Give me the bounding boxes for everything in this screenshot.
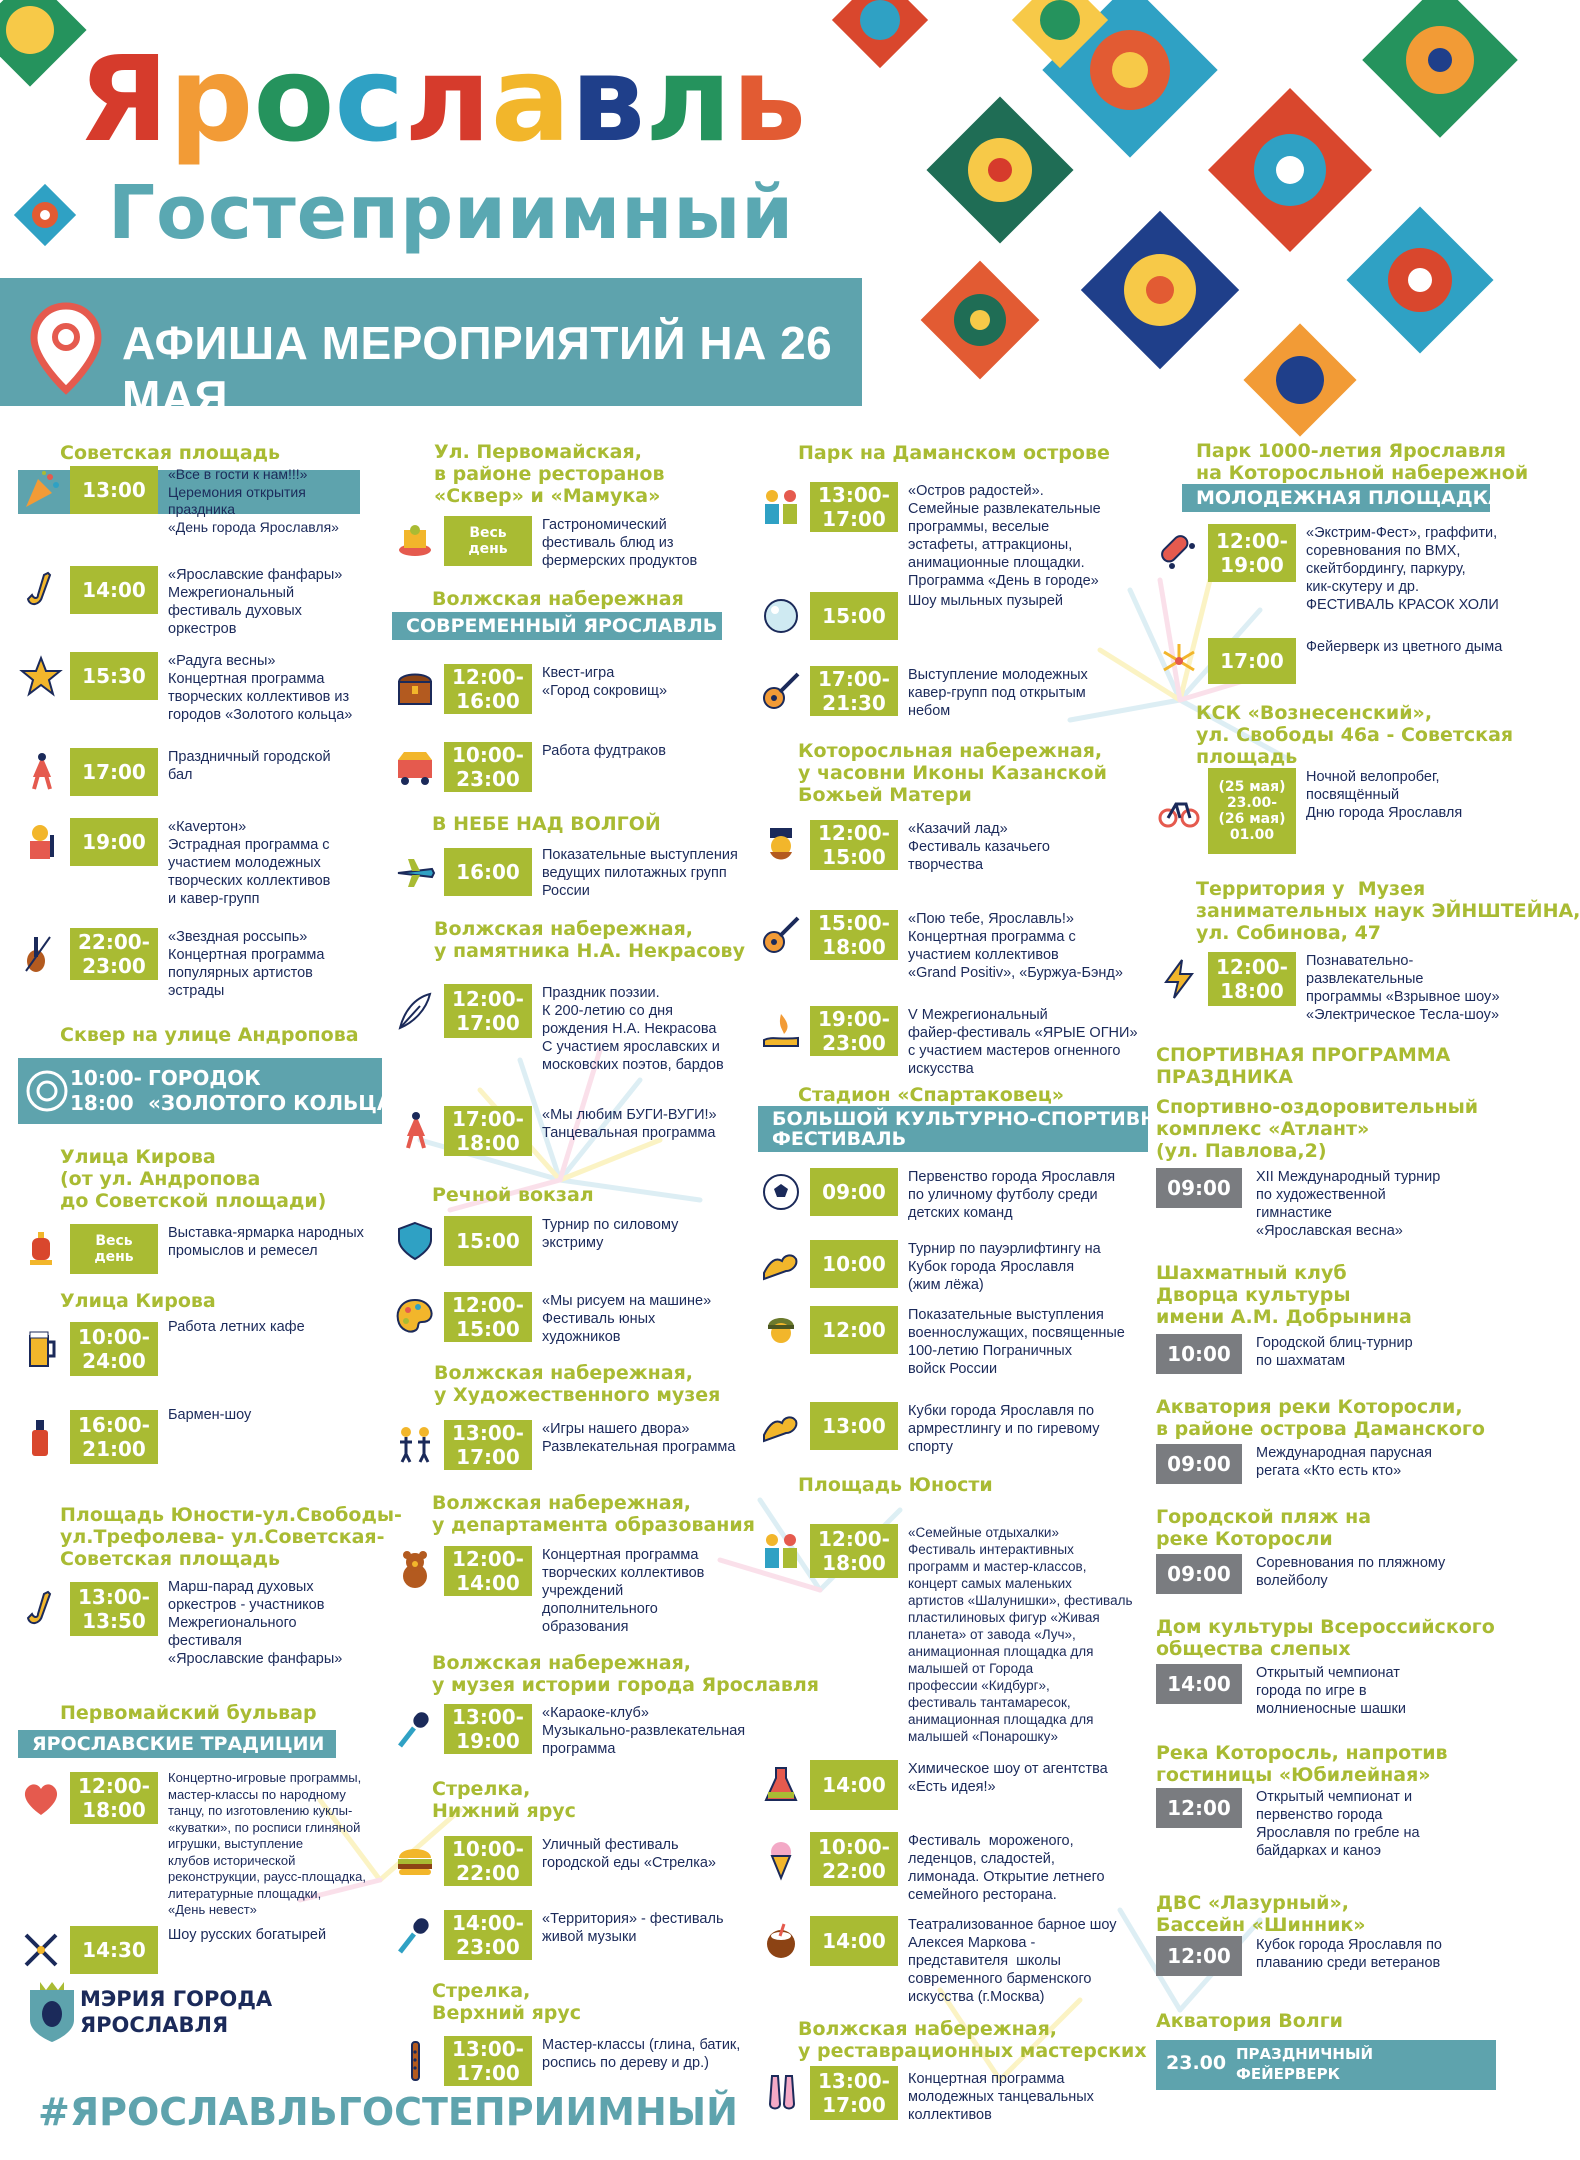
event-description: «Ярославские фанфары» Межрегиональный фестиваль духовых оркестров <box>168 567 343 637</box>
event-time: 10:00- 22:00 <box>810 1832 898 1886</box>
event-description: Мастер-классы (глина, батик, роспись по дереву и др.) <box>542 2037 741 2071</box>
event-description: Выставка-ярмарка народных промыслов и ремесел <box>168 1225 364 1259</box>
football-icon <box>758 1169 804 1215</box>
event-description: «Караоке-клуб» Музыкально-развлекательная программа <box>542 1705 746 1757</box>
bubble-icon <box>758 593 804 639</box>
lightning-icon <box>1156 956 1202 1002</box>
dancer-icon <box>18 749 64 795</box>
event-description: «Мы любим БУГИ-ВУГИ!» Танцевальная программа <box>542 1107 717 1141</box>
event-time: 13:00- 17:00 <box>810 482 898 532</box>
palette-icon <box>392 1294 438 1340</box>
food-icon <box>392 518 438 564</box>
event-time: 10:00 <box>1156 1334 1242 1374</box>
ballet-icon <box>758 2070 804 2116</box>
venue-heading: Площадь Юности-ул.Свободы- ул.Трефолева- ул.Советская- Советская площадь <box>60 1504 402 1570</box>
venue-heading: В НЕБЕ НАД ВОЛГОЙ <box>432 813 661 835</box>
event-description: Праздник поэзии. К 200-летию со дня рождения Н.А. Некрасова С участием ярославских и московских поэтов, бардов <box>542 985 724 1073</box>
event-description: Шоу мыльных пузырей <box>908 593 1063 609</box>
event-description: V Межрегиональный файер-фестиваль «ЯРЫЕ ОГНИ» с участием мастеров огненного искусства <box>908 1007 1138 1077</box>
golden-ring-title: ГОРОДОК «ЗОЛОТОГО КОЛЬЦА» <box>148 1066 406 1115</box>
event-time: (25 мая) 23.00- (26 мая) 01.00 <box>1208 768 1296 854</box>
event-time: 13:00 <box>810 1402 898 1450</box>
traditions-banner: ЯРОСЛАВСКИЕ ТРАДИЦИИ <box>18 1730 336 1758</box>
banner <box>0 278 862 423</box>
event-time: 12:00- 18:00 <box>1208 952 1296 1006</box>
venue-heading: Парк на Даманском острове <box>798 442 1110 464</box>
event-time: 09:00 <box>1156 1444 1242 1484</box>
event-time: 16:00 <box>444 848 532 896</box>
event-time: 15:00 <box>810 592 898 640</box>
hashtag: #ЯРОСЛАВЛЬГОСТЕПРИИМНЫЙ <box>38 2090 738 2134</box>
event-description: Международная парусная регата «Кто есть кто» <box>1256 1445 1432 1479</box>
event-description: Показательные выступления военнослужащих, посвященные 100-летию Пограничных войск России <box>908 1307 1125 1377</box>
event-time: Весь день <box>70 1224 158 1274</box>
modern-yaroslavl-banner: СОВРЕМЕННЫЙ ЯРОСЛАВЛЬ <box>392 612 722 640</box>
event-time: 09:00 <box>810 1168 898 1216</box>
event-description: Кубок города Ярославля по плаванию среди ветеранов <box>1256 1937 1443 1971</box>
chest-icon <box>392 666 438 712</box>
venue-heading: Первомайский бульвар <box>60 1702 317 1724</box>
event-time: 12:00- 15:00 <box>444 1292 532 1342</box>
venue-heading: Советская площадь <box>60 442 280 464</box>
event-description: Открытый чемпионат и первенство города Ярославля по гребле на байдарках и каноэ <box>1256 1789 1420 1859</box>
event-time: 14:00 <box>1156 1664 1242 1704</box>
event-description: «Пою тебе, Ярославль!» Концертная программа с участием коллективов «Grand Positiv», «Буржуа-Бэнд» <box>908 911 1123 981</box>
shield-icon <box>392 1218 438 1264</box>
golden-ring-time: 10:00- 18:00 <box>70 1066 142 1115</box>
event-description: «Игры нашего двора» Развлекательная программа <box>542 1421 736 1455</box>
samovar-icon <box>18 1226 64 1272</box>
venue-heading: Волжская набережная, у реставрационных мастерских <box>798 2018 1147 2062</box>
event-description: «Экстрим-Фест», граффити, соревнования по ВМХ, скейтбордингу, паркуру, кик-скутеру и др. ФЕСТИВАЛЬ КРАСОК ХОЛИ <box>1306 525 1499 613</box>
event-description: Работа летних кафе <box>168 1319 305 1335</box>
event-time: 14:00 <box>810 1916 898 1966</box>
event-description: Турнир по силовому экстриму <box>542 1217 679 1251</box>
quill-icon <box>392 988 438 1034</box>
event-time: 10:00- 24:00 <box>70 1322 158 1376</box>
venue-heading: Улица Кирова <box>60 1290 216 1312</box>
family-icon <box>758 484 804 530</box>
event-time: 15:30 <box>70 652 158 700</box>
coconut-icon <box>758 1918 804 1964</box>
event-time: 12:00- 16:00 <box>444 664 532 714</box>
event-description: «Радуга весны» Концертная программа творческих коллективов из городов «Золотого кольца» <box>168 653 353 723</box>
venue-heading: Шахматный клуб Дворца культуры имени А.М. Добрынина <box>1156 1262 1412 1328</box>
venue-heading: СПОРТИВНАЯ ПРОГРАММА ПРАЗДНИКА <box>1156 1044 1451 1088</box>
event-description: Соревнования по пляжному волейболу <box>1256 1555 1446 1589</box>
event-description: «Мы рисуем на машине» Фестиваль юных художников <box>542 1293 712 1345</box>
event-description: «Остров радостей». Семейные развлекательные программы, веселые эстафеты, аттракционы, анимационные площадки. Программа «День в городе» <box>908 483 1101 589</box>
venue-heading: ДВС «Лазурный», Бассейн «Шинник» <box>1156 1892 1366 1936</box>
event-description: Фейерверк из цветного дыма <box>1306 639 1503 655</box>
event-description: «Территория» - фестиваль живой музыки <box>542 1911 724 1945</box>
event-time: 14:00 <box>810 1760 898 1810</box>
event-description: Концертная программа творческих коллективов учреждений дополнительного образования <box>542 1547 705 1635</box>
event-description: Театрализованное барное шоу Алексея Маркова - представителя школы современного барменского искусства (г.Москва) <box>908 1917 1117 2005</box>
ring-icon <box>24 1068 70 1114</box>
fireworks-icon <box>1156 638 1202 684</box>
event-time: 17:00 <box>1208 638 1296 684</box>
venue-heading: Площадь Юности <box>798 1474 993 1496</box>
fire-hand-icon <box>758 1008 804 1054</box>
golden-ring-bar <box>18 1058 406 1124</box>
venue-heading: Волжская набережная, у Художественного музея <box>434 1362 721 1406</box>
event-time: 09:00 <box>1156 1168 1242 1208</box>
event-time: 13:00- 17:00 <box>444 2036 532 2086</box>
event-description: «Каvертон» Эстрадная программа с участием молодежных творческих коллективов и кавер-групп <box>168 819 331 907</box>
city-title <box>78 30 868 168</box>
event-description: «Семейные отдыхалки» Фестиваль интерактивных программ и мастер-классов, концерт самых маленьких артистов «Шалунишки», фестиваль пластилиновых фигур «Живая планета» от завода «Луч», анимационная площадка для малышей от Города профессии «Кидбург», фестиваль тантамаресок, анимационная площадка для малышей «Понарошку» <box>908 1525 1133 1744</box>
event-description: Открытый чемпионат города по игре в молниеносные шашки <box>1256 1665 1406 1717</box>
event-description: «Все в гости к нам!!!» Церемония открытия праздника «День города Ярославля» <box>168 466 339 535</box>
event-time: 12:00 <box>1156 1936 1242 1976</box>
cossack-icon <box>758 822 804 868</box>
event-time: 14:30 <box>70 1926 158 1974</box>
arm-icon <box>758 1403 804 1449</box>
event-description: Показательные выступления ведущих пилотажных групп России <box>542 847 738 899</box>
guitar-icon <box>758 912 804 958</box>
event-time: 13:00- 17:00 <box>810 2066 898 2120</box>
event-description: Ночной велопробег, посвящённый Дню города Ярославля <box>1306 769 1463 821</box>
event-time: 12:00 <box>810 1306 898 1354</box>
event-description: Городской блиц-турнир по шахматам <box>1256 1335 1413 1369</box>
venue-heading: КСК «Вознесенский», ул. Свободы 46а - Советская площадь <box>1196 702 1514 768</box>
event-description: Познавательно- развлекательные программы «Взрывное шоу» «Электрическое Тесла-шоу» <box>1306 953 1500 1023</box>
bottle-icon <box>18 1414 64 1460</box>
event-description: Гастрономический фестиваль блюд из фермерских продуктов <box>542 517 698 569</box>
party-popper-icon <box>18 467 64 513</box>
map-pin-icon <box>30 302 102 394</box>
venue-heading: Сквер на улице Андропова <box>60 1024 359 1046</box>
saxophone-icon <box>18 1586 64 1632</box>
saxophone-icon <box>18 567 64 613</box>
yaroslavl-emblem-icon <box>26 1980 78 2044</box>
venue-heading: Улица Кирова (от ул. Андропова до Советской площади) <box>60 1146 327 1212</box>
event-time: 10:00- 22:00 <box>444 1836 532 1886</box>
flute-icon <box>392 2038 438 2084</box>
family-icon <box>758 1528 804 1574</box>
event-time: 19:00 <box>70 818 158 866</box>
burger-icon <box>392 1838 438 1884</box>
event-description: «Звездная россыпь» Концертная программа популярных артистов эстрады <box>168 929 325 999</box>
mayor-office-label: МЭРИЯ ГОРОДА ЯРОСЛАВЛЯ <box>80 1987 273 2037</box>
venue-heading: Парк 1000-летия Ярославля на Которосльной набережной <box>1196 440 1529 484</box>
teddy-bear-icon <box>392 1548 438 1594</box>
beer-icon <box>18 1326 64 1372</box>
event-description: Кубки города Ярославля по армрестлингу и по гиревому спорту <box>908 1403 1100 1455</box>
youth-area-banner: МОЛОДЕЖНАЯ ПЛОЩАДКА <box>1182 484 1490 512</box>
microphone-icon <box>392 1706 438 1752</box>
flask-icon <box>758 1762 804 1808</box>
microphone-icon <box>392 1912 438 1958</box>
city-title-text: Ярославль <box>78 30 807 168</box>
venue-heading: Дом культуры Всероссийского общества слепых <box>1156 1616 1495 1660</box>
event-description: Праздничный городской бал <box>168 749 331 783</box>
event-time: Весь день <box>444 516 532 566</box>
event-time: 19:00- 23:00 <box>810 1006 898 1056</box>
event-time: 17:00- 21:30 <box>810 666 898 716</box>
event-time: 12:00- 18:00 <box>70 1772 158 1824</box>
skateboard-icon <box>1156 530 1202 576</box>
banner-title: АФИША МЕРОПРИЯТИЙ НА 26 МАЯ <box>122 317 833 423</box>
event-description: Концертно-игровые программы, мастер-классы по народному танцу, по изготовлению куклы- «куватки», по росписи глиняной игрушки, выступление клубов исторической реконструкции, раусс-площадка, литературные площадки, «День невест» <box>168 1770 366 1917</box>
venue-heading: Волжская набережная <box>432 588 684 610</box>
event-time: 15:00- 18:00 <box>810 910 898 960</box>
venue-heading: Городской пляж на реке Которосли <box>1156 1506 1372 1550</box>
event-description: XII Международный турнир по художественной гимнастике «Ярославская весна» <box>1256 1169 1441 1239</box>
bicycle-icon <box>1156 788 1202 834</box>
fireworks-time: 23.00 <box>1166 2052 1227 2074</box>
event-description: Работа фудтраков <box>542 743 666 759</box>
event-time: 17:00 <box>70 748 158 796</box>
venue-heading: Спортивно-оздоровительный комплекс «Атлант» (ул. Павлова,2) <box>1156 1096 1479 1162</box>
event-time: 12:00- 17:00 <box>444 984 532 1038</box>
event-description: Квест-игра «Город сокровищ» <box>542 665 668 699</box>
venue-heading: Акватория реки Которосли, в районе острова Даманского <box>1156 1396 1485 1440</box>
event-time: 15:00 <box>444 1216 532 1266</box>
event-description: «Казачий лад» Фестиваль казачьего творчества <box>908 821 1050 873</box>
plane-icon <box>392 849 438 895</box>
event-time: 14:00- 23:00 <box>444 1910 532 1960</box>
event-time: 16:00- 21:00 <box>70 1410 158 1464</box>
event-time: 12:00 <box>1156 1788 1242 1828</box>
ice-cream-icon <box>758 1836 804 1882</box>
star-icon <box>18 653 64 699</box>
event-description: Турнир по пауэрлифтингу на Кубок города Ярославля (жим лёжа) <box>908 1241 1101 1293</box>
event-description: Первенство города Ярославля по уличному футболу среди детских команд <box>908 1169 1116 1221</box>
venue-heading: Стрелка, Верхний ярус <box>432 1980 582 2024</box>
event-description: Химическое шоу от агентства «Есть идея!» <box>908 1761 1108 1795</box>
venue-heading: Ул. Первомайская, в районе ресторанов «Сквер» и «Мамука» <box>434 441 665 507</box>
venue-heading: Речной вокзал <box>432 1184 594 1206</box>
event-time: 13:00- 19:00 <box>444 1704 532 1754</box>
event-time: 13:00 <box>70 466 158 514</box>
event-time: 12:00- 18:00 <box>810 1524 898 1578</box>
event-description: Фестиваль мороженого, леденцов, сладостей, лимонада. Открытие летнего семейного ресторана. <box>908 1833 1105 1903</box>
event-time: 10:00- 23:00 <box>444 742 532 792</box>
heart-icon <box>18 1775 64 1821</box>
soldier-icon <box>758 1307 804 1353</box>
fireworks-title: ПРАЗДНИЧНЫЙ ФЕЙЕРВЕРК <box>1236 2045 1374 2083</box>
event-time: 10:00 <box>810 1240 898 1288</box>
venue-heading: Стадион «Спартаковец» <box>798 1084 1065 1106</box>
event-time: 09:00 <box>1156 1554 1242 1594</box>
event-time: 17:00- 18:00 <box>444 1106 532 1156</box>
event-time: 12:00- 15:00 <box>810 820 898 870</box>
sports-festival-banner: БОЛЬШОЙ КУЛЬТУРНО-СПОРТИВНЫЙ ФЕСТИВАЛЬ <box>758 1106 1148 1152</box>
event-description: Шоу русских богатырей <box>168 1927 327 1943</box>
event-time: 12:00- 14:00 <box>444 1546 532 1596</box>
foodtruck-icon <box>392 744 438 790</box>
venue-heading: Стрелка, Нижний ярус <box>432 1778 576 1822</box>
subtitle: Гостеприимный <box>108 170 795 256</box>
dancer-icon <box>392 1108 438 1154</box>
venue-heading: Река Которосль, напротив гостиницы «Юбилейная» <box>1156 1742 1448 1786</box>
event-time: 14:00 <box>70 566 158 614</box>
venue-heading: Которосльная набережная, у часовни Иконы Казанской Божьей Матери <box>798 740 1107 806</box>
violin-icon <box>18 931 64 977</box>
venue-heading: Волжская набережная, у департамента образования <box>432 1492 755 1536</box>
event-description: Уличный фестиваль городской еды «Стрелка» <box>542 1837 716 1871</box>
venue-heading: Территория у Музея занимательных наук ЭЙНШТЕЙНА, ул. Собинова, 47 <box>1196 878 1580 944</box>
singer-icon <box>18 819 64 865</box>
arm-icon <box>758 1241 804 1287</box>
venue-heading: Акватория Волги <box>1156 2010 1343 2032</box>
venue-heading: Волжская набережная, у памятника Н.А. Некрасову <box>434 918 745 962</box>
event-time: 12:00- 19:00 <box>1208 524 1296 582</box>
event-description: Концертная программа молодежных танцевальных коллективов <box>908 2071 1094 2123</box>
venue-heading: Волжская набережная, у музея истории города Ярославля <box>432 1652 819 1696</box>
event-description: Выступление молодежных кавер-групп под открытым небом <box>908 667 1088 719</box>
guitar-icon <box>758 668 804 714</box>
event-time: 22:00- 23:00 <box>70 928 158 980</box>
kids-icon <box>392 1422 438 1468</box>
event-time: 13:00- 17:00 <box>444 1420 532 1470</box>
event-description: Марш-парад духовых оркестров - участников Межрегионального фестиваля «Ярославские фанфары» <box>168 1579 343 1667</box>
event-time: 13:00- 13:50 <box>70 1582 158 1636</box>
event-description: Бармен-шоу <box>168 1407 252 1423</box>
swords-icon <box>18 1927 64 1973</box>
fireworks-bar <box>1156 2040 1496 2090</box>
